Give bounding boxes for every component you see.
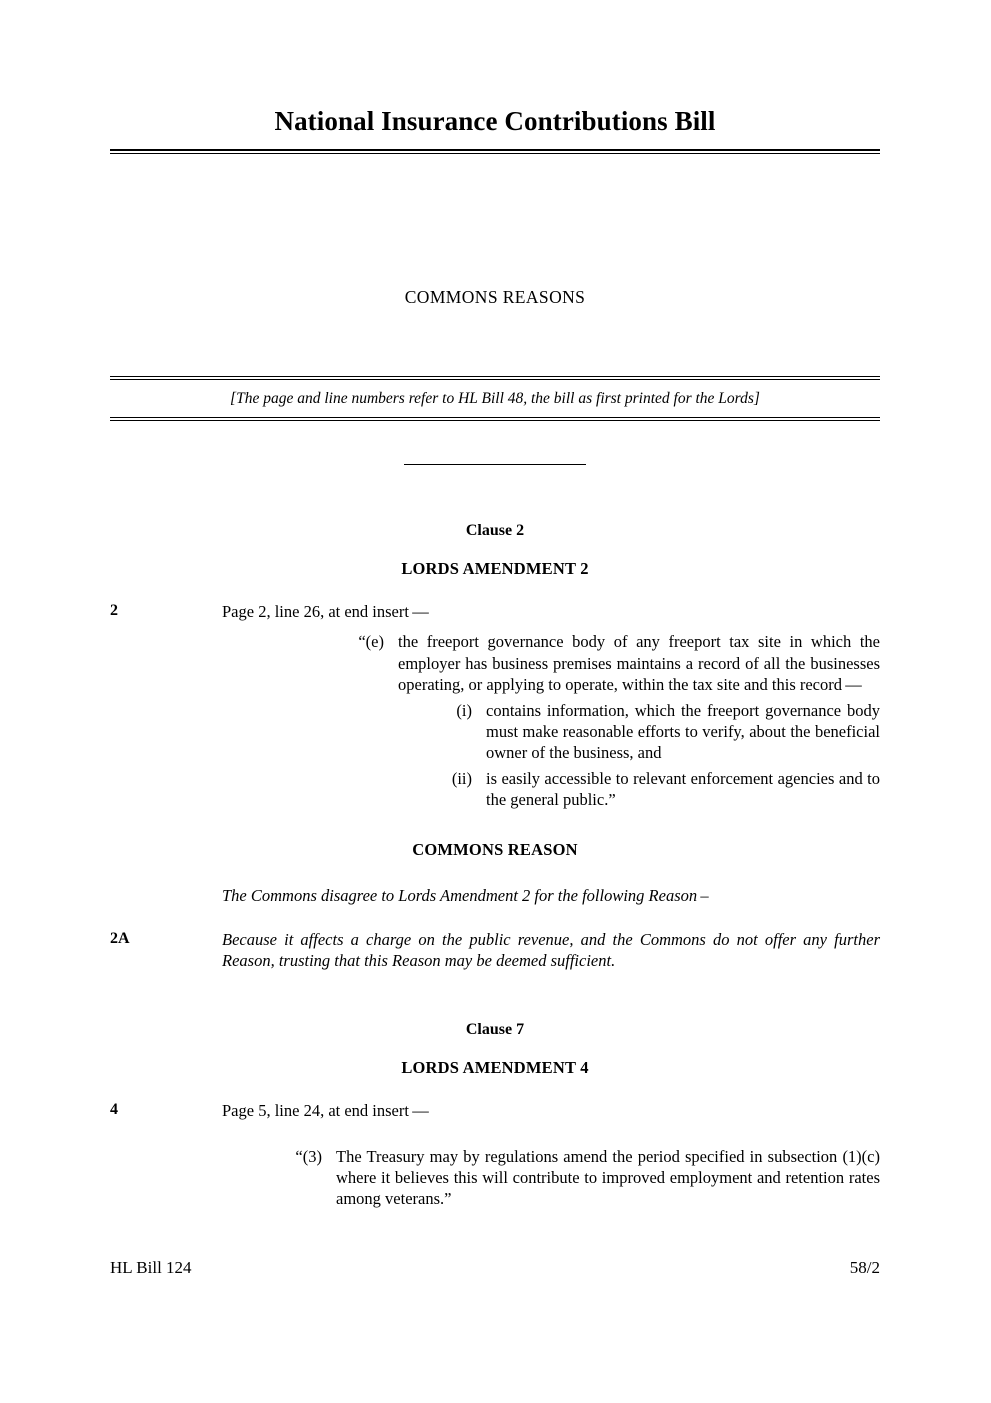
page-footer — [110, 1258, 880, 1278]
paragraph-ii — [408, 768, 880, 810]
paragraph-3-text: The Treasury may by regulations amend the period specified in subsection (1)(c) where it believes this will contribute to improved employment and retention rates among veterans.” — [336, 1146, 880, 1208]
paragraph-ii-text: is easily accessible to relevant enforcement agencies and to the general public.” — [486, 769, 880, 810]
amendment-4-row — [110, 1078, 880, 1121]
paragraph-i — [408, 700, 880, 763]
amendment-2-instruction: Page 2, line 26, at end insert — — [222, 601, 429, 621]
note-text: [The page and line numbers refer to HL Bill 48, the bill as first printed for the Lords] — [230, 389, 760, 407]
note-rule-bottom — [110, 417, 880, 421]
document-page — [110, 0, 880, 1403]
section-heading: COMMONS REASONS — [404, 287, 586, 308]
lords-amendment-4-heading: LORDS AMENDMENT 4 — [401, 1058, 589, 1078]
paragraph-i-text: contains information, which the freeport governance body must make reasonable efforts to verify, about the beneficial owner of the business, and — [486, 700, 880, 762]
paragraph-i-marker: (i) — [456, 700, 472, 720]
paragraph-ii-marker: (ii) — [451, 769, 472, 789]
commons-reason-lead: The Commons disagree to Lords Amendment 2 for the following Reason – — [222, 886, 709, 906]
commons-reason-text: Because it affects a charge on the public revenue, and the Commons do not offer any further Reason, trusting that this Reason may be deemed sufficient. — [222, 929, 880, 971]
commons-reason-heading: COMMONS REASON — [412, 840, 578, 860]
paragraph-e — [308, 631, 880, 694]
amendment-4-instruction: Page 5, line 24, at end insert — — [222, 1101, 429, 1121]
lords-amendment-2-heading: LORDS AMENDMENT 2 — [401, 558, 589, 578]
paragraph-3 — [276, 1146, 880, 1209]
commons-reason-margin-number: 2A — [110, 929, 130, 947]
amendment-2-margin-number: 2 — [110, 601, 118, 619]
page-title: National Insurance Contributions Bill — [274, 106, 716, 136]
clause-2-title: Clause 2 — [465, 521, 525, 539]
amendment-2-row — [110, 579, 880, 622]
note-band — [110, 376, 880, 421]
amendment-4-margin-number: 4 — [110, 1101, 118, 1119]
bill-number: HL Bill 124 — [110, 1258, 192, 1277]
clause-7-title: Clause 7 — [465, 1021, 525, 1039]
page-reference: 58/2 — [849, 1258, 880, 1277]
commons-reason-row — [110, 907, 880, 973]
paragraph-e-marker: “(e) — [358, 632, 384, 652]
paragraph-3-marker: “(3) — [295, 1146, 322, 1166]
paragraph-e-text: the freeport governance body of any freeport tax site in which the employer has business premises maintains a record of all the businesses operating, or applying to operate, within the tax site and this record — — [398, 632, 880, 694]
